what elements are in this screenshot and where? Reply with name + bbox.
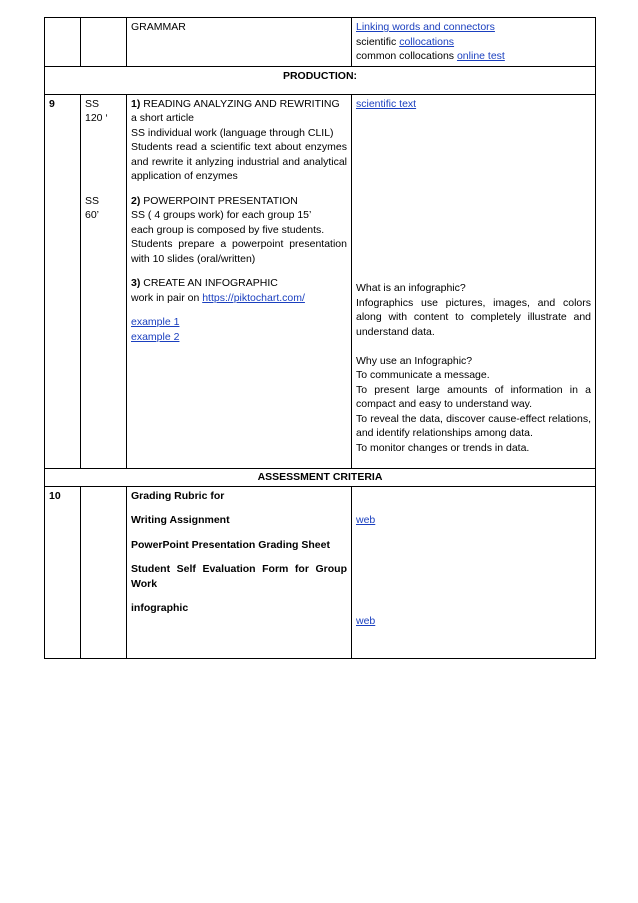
criteria-writing-assignment: Writing Assignment [131,514,230,526]
cell-num-empty [45,18,81,67]
cell-time-9 [81,94,127,468]
activity-1-number: 1) [131,97,141,110]
cell-time-empty [81,18,127,67]
criteria-powerpoint-sheet: PowerPoint Presentation Grading Sheet [131,538,330,551]
ss-label-2: SS [85,194,100,207]
activity-1-line3: SS individual work (language through CLIL) [131,126,334,139]
cell-activities-9 [127,94,352,468]
cell-grammar-title [127,18,352,67]
table-row-10 [45,486,596,658]
activity-2-title: POWERPOINT PRESENTATION [140,194,298,207]
link-linking-words[interactable]: Linking words and connectors [356,21,495,33]
activity-2-number: 2) [131,194,141,207]
row-number: 10 [49,489,61,502]
activity-2-line2: SS ( 4 groups work) for each group 15’ [131,209,312,221]
activity-1-description: Students read a scientific text about enzymes and rewrite it anlyzing industrial and analytical application of enzymes [131,141,347,182]
activity-2-line3: each group is composed by five students. [131,223,325,236]
link-scientific-text[interactable]: scientific text [356,97,417,110]
table-row-9 [45,94,596,468]
infographic-reason-1: To communicate a message. [356,369,490,381]
grammar-title: GRAMMAR [131,21,186,33]
table-row-assessment-header [45,468,596,486]
text-scientific: scientific [356,35,400,48]
time-label-1: 120 ‘ [85,112,108,124]
time-label-2: 60’ [85,209,100,221]
link-example-2[interactable]: example 2 [131,330,180,343]
activity-1-line2: a short article [131,112,195,124]
infographic-question-1: What is an infographic? [356,282,466,294]
production-header: PRODUCTION: [45,66,596,94]
infographic-reason-4: To monitor changes or trends in data. [356,441,530,454]
cell-grammar-resources [352,18,596,67]
document-page [44,17,595,659]
cell-num-9 [45,94,81,468]
infographic-question-2: Why use an Infographic? [356,354,473,367]
infographic-answer-1: Infographics use pictures, images, and colors along with content to completely illustrate and understand data. [356,296,591,338]
cell-criteria-10 [127,486,352,658]
ss-label-1: SS [85,97,100,110]
cell-time-10 [81,486,127,658]
table-row-grammar [45,18,596,67]
infographic-reason-2: To present large amounts of information in a compact and easy to understand way. [356,383,591,410]
row-number: 9 [49,97,55,110]
activity-3-title: CREATE AN INFOGRAPHIC [140,277,278,289]
table-row-production-header [45,66,596,94]
activity-1-title: READING ANALYZING AND REWRITING [140,97,340,110]
text-common-collocations: common collocations [356,50,457,62]
link-example-1[interactable]: example 1 [131,316,180,328]
cell-resources-9 [352,94,596,468]
link-web-2[interactable]: web [356,614,376,627]
link-online-test[interactable]: online test [456,50,505,62]
lesson-plan-table [44,17,596,659]
activity-3-number: 3) [131,277,141,289]
criteria-infographic: infographic [131,602,189,614]
link-piktochart[interactable]: https://piktochart.com/ [202,291,305,304]
activity-3-line2: work in pair on [131,291,203,304]
cell-num-10 [45,486,81,658]
link-web-1[interactable]: web [356,514,376,526]
activity-2-description: Students prepare a powerpoint presentation with 10 slides (oral/written) [131,238,347,265]
criteria-self-evaluation: Student Self Evaluation Form for Group Work [131,563,347,590]
infographic-reason-3: To reveal the data, discover cause-effect relations, and identify relationships among data. [356,412,591,439]
assessment-header: ASSESSMENT CRITERIA [45,468,596,486]
link-collocations[interactable]: collocations [399,35,455,48]
cell-links-10 [352,486,596,658]
criteria-grading-rubric: Grading Rubric for [131,489,225,502]
